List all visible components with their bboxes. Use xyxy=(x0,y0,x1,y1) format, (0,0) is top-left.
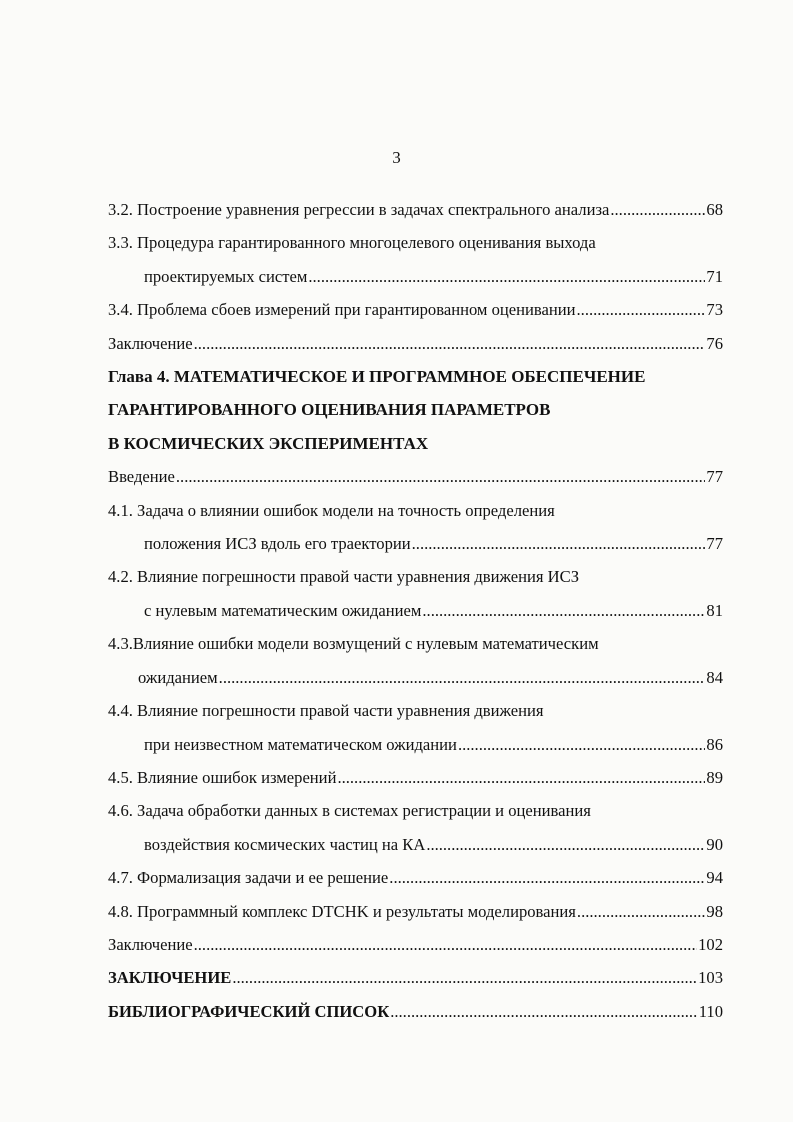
toc-entry-4-5[interactable] xyxy=(108,761,723,794)
toc-entry-title: 4.8. Программный комплекс DTCHK и результаты моделирования xyxy=(108,901,576,921)
toc-entry-continuation xyxy=(108,828,723,861)
toc-entry-title: ЗАКЛЮЧЕНИЕ xyxy=(108,968,232,988)
toc-entry-3-2[interactable] xyxy=(108,193,723,226)
toc-entry-page: 84 xyxy=(706,667,723,687)
toc-entry-title: 4.6. Задача обработки данных в системах регистрации и оценивания xyxy=(108,801,591,821)
toc-entry-4-3[interactable] xyxy=(108,627,723,694)
toc-entry-title: Заключение xyxy=(108,934,193,954)
toc-entry-title: 4.5. Влияние ошибок измерений xyxy=(108,767,337,787)
chapter-heading-line: Глава 4. МАТЕМАТИЧЕСКОЕ И ПРОГРАММНОЕ ОБЕСПЕЧЕНИЕ xyxy=(108,367,646,387)
chapter-4-heading[interactable] xyxy=(108,360,723,460)
toc-entry-title-cont: с нулевым математическим ожиданием xyxy=(144,600,422,620)
leader-dots xyxy=(219,661,706,694)
toc-entry-4-2[interactable] xyxy=(108,560,723,627)
toc-entry-bibliography[interactable] xyxy=(108,995,723,1028)
leader-dots xyxy=(426,828,705,861)
toc-entry-page: 77 xyxy=(706,467,723,487)
toc-entry-page: 68 xyxy=(706,200,723,219)
toc-entry-page: 86 xyxy=(706,734,723,754)
toc-entry-conclusion[interactable] xyxy=(108,961,723,994)
toc-entry-continuation xyxy=(108,661,723,694)
toc-entry-continuation xyxy=(108,728,723,761)
toc-entry-title: 3.2. Построение уравнения регрессии в задачах спектрального анализа xyxy=(108,200,610,219)
toc-entry-page: 73 xyxy=(706,300,723,320)
leader-dots xyxy=(422,594,705,627)
leader-dots xyxy=(176,460,706,493)
toc-entry-4-4[interactable] xyxy=(108,694,723,761)
leader-dots xyxy=(389,861,705,894)
toc-entry-title: 4.4. Влияние погрешности правой части уравнения движения xyxy=(108,701,544,721)
leader-dots xyxy=(412,527,706,560)
leader-dots xyxy=(194,928,697,961)
toc-entry-page: 103 xyxy=(698,968,723,988)
toc-entry-3-4[interactable] xyxy=(108,293,723,326)
toc-entry-4-1[interactable] xyxy=(108,494,723,561)
toc-entry-conclusion-3[interactable] xyxy=(108,327,723,360)
toc-entry-title: 4.2. Влияние погрешности правой части уравнения движения ИСЗ xyxy=(108,567,580,587)
toc-entry-conclusion-4[interactable] xyxy=(108,928,723,961)
table-of-contents xyxy=(108,193,723,1028)
toc-entry-4-6[interactable] xyxy=(108,794,723,861)
toc-entry-page: 89 xyxy=(706,767,723,787)
toc-entry-title: Введение xyxy=(108,467,175,487)
toc-entry-title: 4.3.Влияние ошибки модели возмущений с нулевым математическим xyxy=(108,634,599,654)
toc-entry-page: 77 xyxy=(706,534,723,554)
leader-dots xyxy=(390,995,697,1028)
toc-entry-page: 90 xyxy=(706,834,723,854)
leader-dots xyxy=(458,728,705,761)
toc-entry-continuation xyxy=(108,527,723,560)
toc-entry-continuation xyxy=(108,594,723,627)
toc-entry-3-3[interactable] xyxy=(108,226,723,293)
leader-dots xyxy=(337,761,705,794)
toc-entry-title: 3.3. Процедура гарантированного многоцелевого оценивания выхода xyxy=(108,233,596,253)
page-number: 3 xyxy=(392,148,401,167)
chapter-heading-line: В КОСМИЧЕСКИХ ЭКСПЕРИМЕНТАХ xyxy=(108,433,429,453)
leader-dots xyxy=(610,193,705,226)
toc-entry-4-7[interactable] xyxy=(108,861,723,894)
toc-entry-title-cont: воздействия космических частиц на КА xyxy=(144,834,426,854)
toc-entry-page: 98 xyxy=(706,901,723,921)
toc-entry-title-cont: при неизвестном математическом ожидании xyxy=(144,734,457,754)
toc-entry-title-cont: проектируемых систем xyxy=(144,266,308,286)
toc-entry-4-8[interactable] xyxy=(108,895,723,928)
leader-dots xyxy=(194,327,706,360)
toc-entry-title: 4.7. Формализация задачи и ее решение xyxy=(108,868,389,888)
toc-entry-page: 110 xyxy=(698,1001,723,1021)
toc-entry-page: 71 xyxy=(706,266,723,286)
chapter-heading-line: ГАРАНТИРОВАННОГО ОЦЕНИВАНИЯ ПАРАМЕТРОВ xyxy=(108,400,551,420)
toc-entry-title: БИБЛИОГРАФИЧЕСКИЙ СПИСОК xyxy=(108,1001,390,1021)
toc-entry-continuation xyxy=(108,260,723,293)
leader-dots xyxy=(577,293,706,326)
leader-dots xyxy=(577,895,705,928)
toc-entry-title-cont: положения ИСЗ вдоль его траектории xyxy=(144,534,411,554)
toc-entry-title-cont: ожиданием xyxy=(138,667,218,687)
toc-entry-intro-4[interactable] xyxy=(108,460,723,493)
toc-entry-page: 102 xyxy=(698,934,723,954)
leader-dots xyxy=(232,961,697,994)
toc-entry-title: 4.1. Задача о влиянии ошибок модели на точность определения xyxy=(108,500,555,520)
toc-entry-page: 81 xyxy=(706,600,723,620)
toc-entry-page: 76 xyxy=(706,333,723,353)
toc-entry-title: Заключение xyxy=(108,333,193,353)
leader-dots xyxy=(308,260,705,293)
toc-entry-page: 94 xyxy=(706,868,723,888)
toc-entry-title: 3.4. Проблема сбоев измерений при гарантированном оценивании xyxy=(108,300,576,320)
